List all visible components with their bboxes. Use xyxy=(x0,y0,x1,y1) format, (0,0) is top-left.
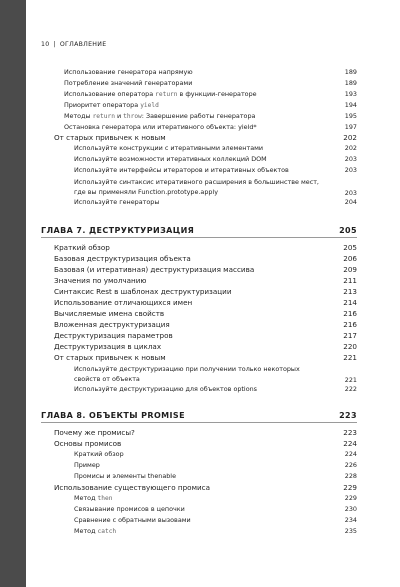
toc-entry-page: 202 xyxy=(344,144,357,152)
toc-entry[interactable] xyxy=(74,505,357,513)
toc-entry-page: 228 xyxy=(344,472,357,480)
chapter-page: 223 xyxy=(339,411,357,420)
title-fragment: Методы xyxy=(64,112,93,120)
title-fragment: и xyxy=(114,112,124,120)
toc-entry-title: Остановка генератора или итеративного объекта: yield* xyxy=(64,123,257,131)
toc-entry-page: 193 xyxy=(344,90,357,98)
toc-entry[interactable] xyxy=(74,472,357,480)
toc-entry[interactable] xyxy=(74,494,357,502)
toc-entry-title: Базовая деструктуризация объекта xyxy=(54,254,191,263)
code-keyword: throw xyxy=(123,113,142,120)
toc-entry-page: 229 xyxy=(344,494,357,502)
toc-entry-title: Деструктуризация в циклах xyxy=(54,342,162,351)
toc-entry[interactable] xyxy=(54,298,357,307)
toc-entry-page: 213 xyxy=(343,287,357,296)
toc-entry[interactable] xyxy=(64,112,357,120)
toc-entry-page: 230 xyxy=(344,505,357,513)
toc-entry-title: Деструктуризация параметров xyxy=(54,331,173,340)
toc-entry-page: 206 xyxy=(343,254,357,263)
toc-entry[interactable] xyxy=(74,461,357,469)
title-fragment: в функции-генераторе xyxy=(177,90,257,98)
toc-entry[interactable] xyxy=(54,320,357,329)
toc-entry-title xyxy=(74,494,112,502)
toc-entry[interactable] xyxy=(54,287,357,296)
code-keyword: yield xyxy=(140,102,159,109)
toc-entry[interactable] xyxy=(54,133,357,142)
toc-entry[interactable] xyxy=(64,123,357,131)
code-keyword: then xyxy=(97,495,113,502)
toc-entry-page: 203 xyxy=(344,166,357,174)
toc-entry[interactable] xyxy=(64,79,357,87)
chapter-title: ГЛАВА 8. ОБЪЕКТЫ PROMISE xyxy=(41,411,185,420)
toc-entry[interactable] xyxy=(54,309,357,318)
toc-entry-title: Синтаксис Rest в шаблонах деструктуризации xyxy=(54,287,232,296)
code-keyword: catch xyxy=(97,528,117,535)
toc-entry-title xyxy=(74,527,116,535)
toc-entry-title: Использование отличающихся имен xyxy=(54,298,193,307)
toc-entry-title: Используйте возможности итеративных коллекций DOM xyxy=(74,155,267,163)
chapter-heading[interactable] xyxy=(41,411,357,420)
toc-entry-page: 203 xyxy=(344,155,357,163)
toc-entry-page: 204 xyxy=(344,198,357,206)
title-fragment: Приоритет оператора xyxy=(64,101,141,109)
toc-entry[interactable] xyxy=(64,101,357,109)
toc-entry-title: Краткий обзор xyxy=(74,450,124,458)
toc-entry-title: Используйте деструктуризацию при получении только некоторых свойств от объекта xyxy=(74,365,300,383)
chapter-rule xyxy=(41,422,357,423)
title-fragment: Использование оператора xyxy=(64,90,156,98)
toc-entry-page: 202 xyxy=(343,133,357,142)
toc-entry[interactable] xyxy=(64,68,357,76)
toc-entry[interactable] xyxy=(54,353,357,362)
toc-entry-title: Базовая (и итеративная) деструктуризация массива xyxy=(54,265,255,274)
toc-entry[interactable] xyxy=(74,385,357,393)
chapter-title: ГЛАВА 7. ДЕСТРУКТУРИЗАЦИЯ xyxy=(41,226,195,235)
toc-entry-title: Вычисляемые имена свойств xyxy=(54,309,165,318)
toc-entry[interactable] xyxy=(74,177,357,197)
toc-entry-title: Почему же промисы? xyxy=(54,428,135,437)
toc-entry[interactable] xyxy=(74,155,357,163)
title-fragment: Метод xyxy=(74,527,98,535)
toc-entry-page: 197 xyxy=(344,123,357,131)
toc-entry-page: 234 xyxy=(344,516,357,524)
toc-entry-page: 195 xyxy=(344,112,357,120)
toc-entry-page: 194 xyxy=(344,101,357,109)
toc-entry-page: 217 xyxy=(343,331,357,340)
toc-entry-page: 211 xyxy=(343,276,357,285)
toc-entry-page: 189 xyxy=(344,79,357,87)
toc-entry-page: 229 xyxy=(343,483,357,492)
toc-entry-page: 223 xyxy=(343,428,357,437)
chapter-rule xyxy=(41,237,357,238)
toc-entry-page: 222 xyxy=(344,385,357,393)
toc-entry-page: 214 xyxy=(343,298,357,307)
toc-entry-page: 216 xyxy=(343,320,357,329)
toc-entry-title: Краткий обзор xyxy=(54,243,110,252)
toc-entry[interactable] xyxy=(54,265,357,274)
toc-entry-page: 209 xyxy=(343,265,357,274)
page-number: 10 xyxy=(41,41,50,48)
toc-entry-title: Используйте генераторы xyxy=(74,198,160,206)
toc-entry[interactable] xyxy=(74,198,357,206)
toc-entry-title: Пример xyxy=(74,461,100,469)
toc-entry[interactable] xyxy=(54,483,357,492)
toc-entry-title: Сравнение с обратными вызовами xyxy=(74,516,191,524)
toc-entry-page: 221 xyxy=(343,353,357,362)
toc-entry-page: 216 xyxy=(343,309,357,318)
toc-entry-title: Промисы и элементы thenable xyxy=(74,472,176,480)
toc-entry-title: Потребление значений генераторами xyxy=(64,79,193,87)
toc-entry[interactable] xyxy=(54,428,357,437)
chapter-heading[interactable] xyxy=(41,226,357,235)
header-section: ОГЛАВЛЕНИЕ xyxy=(59,41,107,48)
toc-entry[interactable] xyxy=(64,90,357,98)
toc-entry-page: 224 xyxy=(343,439,357,448)
chapter-page: 205 xyxy=(339,226,357,235)
toc-entry-title xyxy=(64,90,257,98)
toc-entry-page: 235 xyxy=(344,527,357,535)
toc-entry[interactable] xyxy=(74,450,357,458)
toc-entry-page: 205 xyxy=(343,243,357,252)
toc-entry-title: Основы промисов xyxy=(54,439,122,448)
toc-entry[interactable] xyxy=(74,166,357,174)
toc-entry[interactable] xyxy=(54,439,357,448)
toc-entry[interactable] xyxy=(74,527,357,535)
toc-entry-title: Используйте интерфейсы итераторов и итеративных объектов xyxy=(74,166,289,174)
toc-entry-title: От старых привычек к новым xyxy=(54,353,166,362)
toc-entry-title: От старых привычек к новым xyxy=(54,133,166,142)
toc-entry-title xyxy=(64,101,159,109)
toc-entry-title: Используйте конструкции с итеративными элементами xyxy=(74,144,264,152)
toc-entry-page: 203 xyxy=(344,189,357,197)
toc-entry-page: 221 xyxy=(344,376,357,384)
toc-entry[interactable] xyxy=(74,364,357,384)
title-fragment: Метод xyxy=(74,494,98,502)
toc-entry-title: Использование существующего промиса xyxy=(54,483,211,492)
toc-entry-title: Используйте деструктуризацию для объектов options xyxy=(74,385,257,393)
toc-entry[interactable] xyxy=(54,342,357,351)
toc-entry-title: Связывание промисов в цепочки xyxy=(74,505,185,513)
toc-entry-title xyxy=(64,112,255,120)
toc-entry-title: Использование генератора напрямую xyxy=(64,68,193,76)
toc-entry[interactable] xyxy=(54,254,357,263)
toc-entry[interactable] xyxy=(74,144,357,152)
toc-entry-title: Вложенная деструктуризация xyxy=(54,320,170,329)
header-separator: | xyxy=(53,41,56,48)
code-keyword: return xyxy=(92,113,115,120)
title-fragment: : Завершение работы генератора xyxy=(141,112,256,120)
toc-entry[interactable] xyxy=(54,276,357,285)
toc-entry[interactable] xyxy=(54,243,357,252)
toc-entry-page: 224 xyxy=(344,450,357,458)
toc-entry-page: 220 xyxy=(343,342,357,351)
toc-entry[interactable] xyxy=(74,516,357,524)
toc-entry-page: 189 xyxy=(344,68,357,76)
toc-entry-title: Используйте синтаксис итеративного расширения в большинстве мест, где вы применяли Function.prototype.apply xyxy=(74,178,319,196)
toc-entry-title: Значения по умолчанию xyxy=(54,276,147,285)
code-keyword: return xyxy=(155,91,178,98)
toc-entry-page: 226 xyxy=(344,461,357,469)
toc-entry[interactable] xyxy=(54,331,357,340)
